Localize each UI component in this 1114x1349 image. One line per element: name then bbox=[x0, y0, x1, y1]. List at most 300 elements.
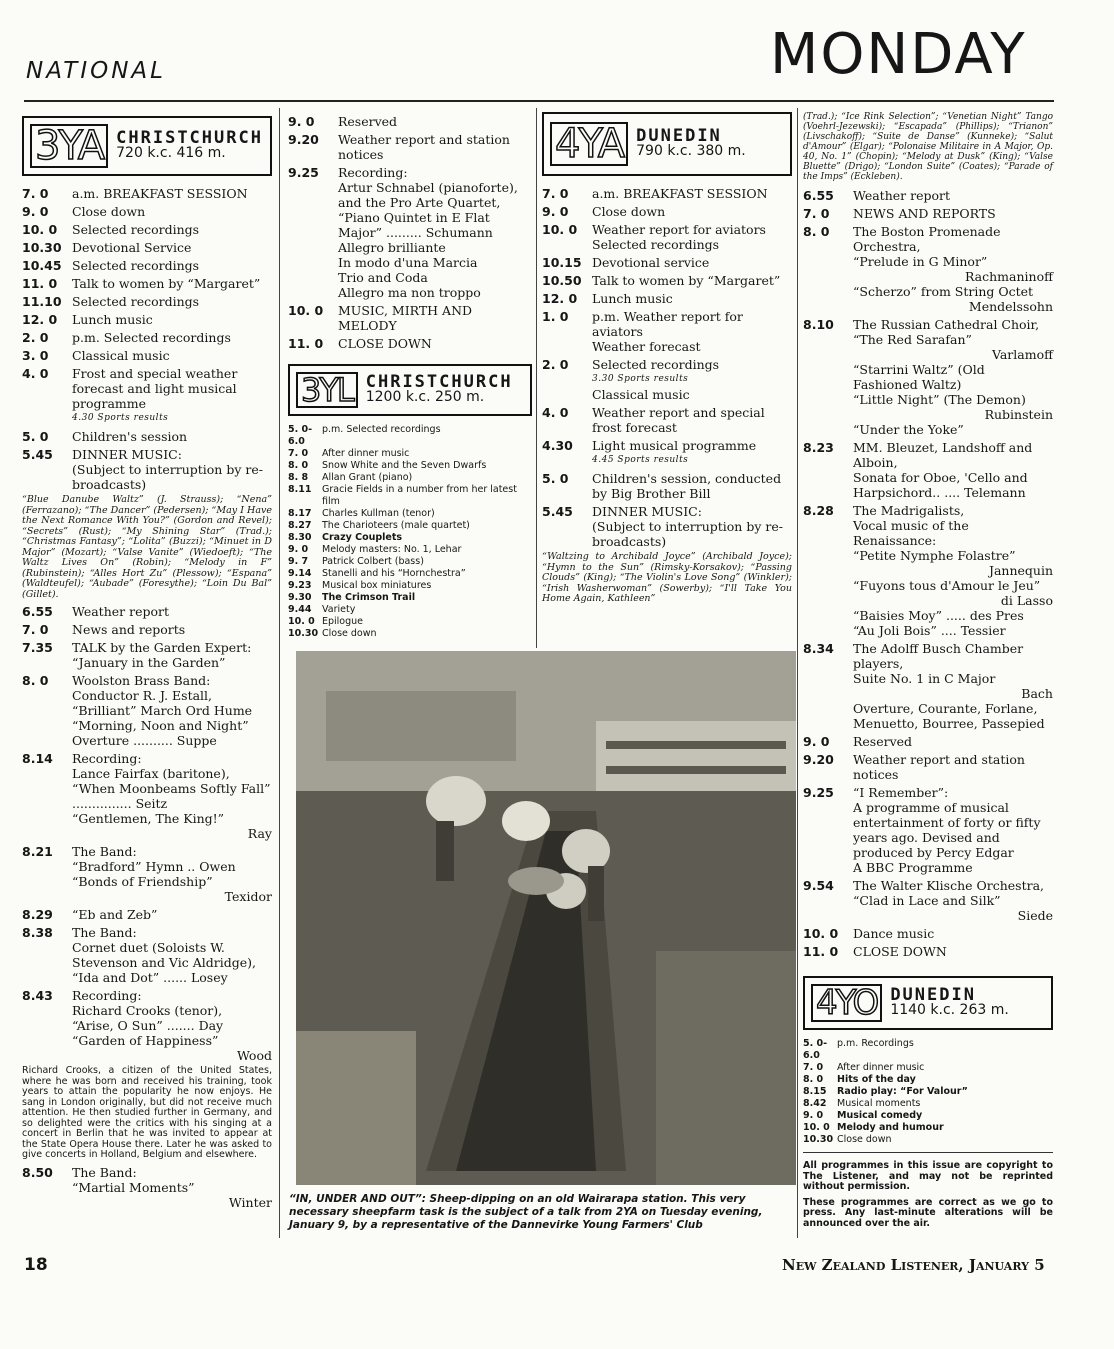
station-frequency: 1140 k.c. 263 m. bbox=[890, 1002, 1009, 1018]
programme-line: A programme of musical entertainment of forty or fifty years ago. Devised and produced by Percy Edgar bbox=[853, 800, 1041, 860]
programme-line: Devotional Service bbox=[72, 240, 192, 255]
programme-details bbox=[853, 878, 1053, 923]
programme-line: Patrick Colbert (bass) bbox=[322, 556, 424, 567]
programme-time: 1. 0 bbox=[542, 309, 569, 324]
programme-entry bbox=[288, 628, 532, 640]
programme-entry bbox=[22, 751, 272, 841]
programme-time: 9.54 bbox=[803, 878, 834, 893]
programme-time: 9.25 bbox=[288, 165, 319, 180]
programme-details bbox=[853, 785, 1053, 875]
programme-line: “Fuyons tous d'Amour le Jeu” bbox=[853, 578, 1041, 593]
programme-details bbox=[72, 222, 272, 237]
programme-line: “Gentlemen, The King!” bbox=[72, 811, 225, 826]
programme-line: MM. Bleuzet, Landshoff and Alboin, bbox=[853, 440, 1033, 470]
programme-list bbox=[288, 114, 532, 351]
programme-details bbox=[72, 240, 272, 255]
programme-line: “Garden of Happiness” bbox=[72, 1033, 219, 1048]
programme-line: Musical comedy bbox=[837, 1110, 923, 1121]
programme-time: 8.15 bbox=[803, 1086, 827, 1097]
programme-line: “Bonds of Friendship” bbox=[72, 874, 213, 889]
programme-time: 10.30 bbox=[803, 1134, 834, 1145]
programme-details bbox=[322, 508, 532, 520]
programme-details bbox=[853, 752, 1053, 782]
programme-time: 8.38 bbox=[22, 925, 53, 940]
programme-time: 9.20 bbox=[803, 752, 834, 767]
programme-details bbox=[322, 592, 532, 604]
programme-entry bbox=[22, 294, 272, 309]
programme-details bbox=[853, 641, 1053, 731]
programme-line: Reserved bbox=[853, 734, 913, 749]
programme-details bbox=[837, 1062, 1053, 1074]
programme-line: Weather report bbox=[72, 604, 169, 619]
programme-line: Allegro brilliante bbox=[338, 240, 446, 255]
programme-time: 5. 0-6.0 bbox=[803, 1038, 828, 1061]
programme-details bbox=[853, 224, 1053, 314]
programme-time: 11.10 bbox=[22, 294, 62, 309]
programme-entry bbox=[288, 580, 532, 592]
programme-line: “Martial Moments” bbox=[72, 1179, 195, 1195]
programme-details bbox=[837, 1110, 1053, 1122]
programme-entry bbox=[542, 405, 792, 435]
programme-time: 9. 0 bbox=[542, 204, 569, 219]
programme-time: 2. 0 bbox=[542, 357, 569, 372]
programme-line: After dinner music bbox=[322, 448, 410, 459]
programme-line: Snow White and the Seven Dwarfs bbox=[322, 460, 487, 471]
programme-line: a.m. BREAKFAST SESSION bbox=[72, 186, 248, 201]
programme-line: Close down bbox=[592, 204, 666, 219]
programme-entry bbox=[803, 440, 1053, 500]
programme-entry bbox=[288, 132, 532, 162]
programme-entry bbox=[22, 429, 272, 444]
programme-line: “Petite Nymphe Folastre” bbox=[853, 548, 1016, 563]
station-callsign: 3YA bbox=[30, 124, 108, 168]
programme-entry bbox=[803, 734, 1053, 749]
programme-time: 7.35 bbox=[22, 640, 53, 655]
programme-entry bbox=[22, 844, 272, 904]
programme-line: “Brilliant” March Ord Hume bbox=[72, 703, 253, 718]
column-4ya-continued bbox=[803, 112, 1053, 1229]
programme-entry bbox=[803, 1098, 1053, 1110]
programme-details bbox=[322, 520, 532, 532]
programme-time: 10.30 bbox=[288, 628, 319, 639]
programme-entry bbox=[288, 568, 532, 580]
programme-time: 7. 0 bbox=[22, 186, 49, 201]
alterations-notice: These programmes are correct as we go to press. Any last-minute alterations will be announced over the air. bbox=[803, 1196, 1053, 1229]
programme-details bbox=[853, 206, 1053, 221]
programme-details bbox=[322, 544, 532, 556]
station-name: CHRISTCHURCH bbox=[365, 372, 513, 392]
programme-details bbox=[72, 294, 272, 309]
programme-entry bbox=[22, 622, 272, 637]
programme-entry bbox=[22, 240, 272, 255]
programme-details bbox=[322, 580, 532, 592]
programme-line: Frost and special weather forecast and light musical programme bbox=[72, 366, 238, 411]
composer: di Lasso bbox=[1000, 593, 1053, 608]
programme-line: Lance Fairfax (baritone), bbox=[72, 766, 230, 781]
programme-line: Charles Kullman (tenor) bbox=[322, 508, 435, 519]
programme-line: After dinner music bbox=[837, 1062, 925, 1073]
programme-line: Selected recordings bbox=[592, 357, 720, 372]
programme-time: 7. 0 bbox=[288, 448, 309, 459]
programme-time: 3. 0 bbox=[22, 348, 49, 363]
programme-entry bbox=[803, 1110, 1053, 1122]
programme-entry bbox=[22, 330, 272, 345]
programme-entry bbox=[22, 312, 272, 327]
programme-line: The Band: bbox=[72, 925, 137, 940]
programme-details bbox=[592, 222, 792, 252]
station-header-3yl bbox=[288, 364, 532, 416]
programme-entry bbox=[803, 188, 1053, 203]
programme-time: 4. 0 bbox=[542, 405, 569, 420]
programme-details bbox=[72, 204, 272, 219]
programme-line: Hits of the day bbox=[837, 1074, 916, 1085]
masthead: New Zealand Listener, January 5 bbox=[782, 1256, 1045, 1274]
programme-line: Children's session, conducted by Big Brother Bill bbox=[592, 471, 782, 501]
programme-list bbox=[803, 188, 1053, 959]
programme-line: Selected recordings bbox=[592, 237, 720, 252]
programme-entry bbox=[542, 357, 792, 402]
programme-line: “Morning, Noon and Night” Overture .......... Suppe bbox=[72, 718, 249, 748]
programme-line: Selected recordings bbox=[72, 258, 200, 273]
programme-entry bbox=[288, 616, 532, 628]
programme-line: DINNER MUSIC: bbox=[72, 447, 182, 462]
programme-time: 12. 0 bbox=[542, 291, 578, 306]
programme-time: 12. 0 bbox=[22, 312, 58, 327]
programme-details bbox=[322, 424, 532, 448]
composer: Texidor bbox=[224, 889, 272, 904]
programme-line: In modo d'una Marcia bbox=[338, 255, 478, 270]
sheep-dipping-photo bbox=[296, 651, 796, 1185]
programme-details bbox=[72, 276, 272, 291]
programme-time: 10.30 bbox=[22, 240, 62, 255]
programme-entry bbox=[803, 1134, 1053, 1146]
programme-details bbox=[338, 303, 532, 333]
programme-line: (Subject to interruption by re-broadcasts) bbox=[72, 462, 263, 492]
programme-line: Stanelli and his “Hornchestra” bbox=[322, 568, 466, 579]
programme-details bbox=[322, 448, 532, 460]
programme-time: 8. 0 bbox=[803, 1074, 824, 1085]
programme-entry bbox=[542, 222, 792, 252]
programme-details bbox=[592, 204, 792, 219]
programme-entry bbox=[803, 317, 1053, 437]
programme-line: “Piano Quintet in E Flat Major” ......... Schumann bbox=[338, 210, 493, 240]
programme-entry bbox=[803, 1122, 1053, 1134]
programme-time: 8.11 bbox=[288, 484, 312, 495]
photo-caption: “IN, UNDER AND OUT”: Sheep-dipping on an old Wairarapa station. This very necessary sheepfarm task is the subject of a talk from 2YA on Tuesday evening, January 9, by a representative of the Dannevirke Young Farmers' Club bbox=[289, 1193, 763, 1231]
programme-details bbox=[322, 628, 532, 640]
programme-line: Recording: bbox=[72, 751, 142, 766]
programme-entry bbox=[803, 1074, 1053, 1086]
programme-line: “Prelude in G Minor” bbox=[853, 254, 988, 269]
programme-line: Classical music bbox=[592, 387, 690, 402]
programme-list bbox=[22, 1165, 272, 1210]
programme-entry bbox=[803, 1086, 1053, 1098]
composer: Bach bbox=[1021, 686, 1053, 701]
programme-time: 9.25 bbox=[803, 785, 834, 800]
programme-time: 8. 0 bbox=[22, 673, 49, 688]
programme-line: Musical moments bbox=[837, 1098, 921, 1109]
programme-time: 8.21 bbox=[22, 844, 53, 859]
station-frequency: 1200 k.c. 250 m. bbox=[365, 389, 485, 405]
programme-time: 8.34 bbox=[803, 641, 834, 656]
programme-details bbox=[592, 471, 792, 501]
programme-entry bbox=[803, 878, 1053, 923]
programme-entry bbox=[288, 114, 532, 129]
programme-time: 8.29 bbox=[22, 907, 53, 922]
programme-line: Classical music bbox=[72, 348, 170, 363]
programme-line: “Starrini Waltz” (Old Fashioned Waltz) bbox=[853, 362, 985, 392]
programme-line: “I Remember”: bbox=[853, 785, 949, 800]
programme-entry bbox=[22, 204, 272, 219]
composer: Winter bbox=[228, 1194, 272, 1210]
programme-entry bbox=[542, 186, 792, 201]
programme-line: Cornet duet (Soloists W. Stevenson and Vic Aldridge), bbox=[72, 940, 256, 970]
programme-details bbox=[72, 330, 272, 345]
programme-entry bbox=[22, 640, 272, 670]
programme-line: Vocal music of the Renaissance: bbox=[853, 518, 969, 548]
programme-details bbox=[338, 336, 532, 351]
programme-time: 5. 0 bbox=[542, 471, 569, 486]
programme-line: Woolston Brass Band: Conductor R. J. Estall, bbox=[72, 673, 213, 703]
programme-list bbox=[22, 604, 272, 1063]
programme-entry bbox=[803, 224, 1053, 314]
programme-entry bbox=[22, 925, 272, 985]
programme-line: Close down bbox=[72, 204, 146, 219]
programme-time: 9. 0 bbox=[288, 544, 309, 555]
programme-line: DINNER MUSIC: bbox=[592, 504, 702, 519]
programme-details bbox=[322, 616, 532, 628]
programme-entry bbox=[803, 785, 1053, 875]
composer: Mendelssohn bbox=[968, 299, 1053, 314]
station-frequency: 790 k.c. 380 m. bbox=[636, 143, 746, 159]
programme-line: Variety bbox=[322, 604, 356, 615]
programme-line: Melody masters: No. 1, Lehar bbox=[322, 544, 462, 555]
programme-details bbox=[837, 1038, 1053, 1062]
programme-details bbox=[592, 357, 792, 402]
programme-line: “Under the Yoke” bbox=[853, 422, 964, 437]
programme-time: 8.50 bbox=[22, 1164, 53, 1180]
programme-line: The Charioteers (male quartet) bbox=[322, 520, 470, 531]
programme-line: Dance music bbox=[853, 926, 935, 941]
programme-time: 8. 0 bbox=[288, 460, 309, 471]
programme-details bbox=[322, 532, 532, 544]
programme-line: Musical box miniatures bbox=[322, 580, 432, 591]
programme-entry bbox=[803, 1062, 1053, 1074]
programme-line: MUSIC, MIRTH AND MELODY bbox=[338, 303, 473, 333]
programme-time: 10. 0 bbox=[803, 1122, 830, 1133]
artist-biography: Richard Crooks, a citizen of the United States, where he was born and received his training, took years to attain the popularity he now enjoys. He sang in London originally, but did not receive much attention. He then studied further in Germany, and so delighted were the critics with his singing at a concert in Berlin that he was invited to appear at the State Opera House there. Later he was asked to give concerts in Holland, Belgium and elsewhere. bbox=[22, 1065, 272, 1160]
programme-entry bbox=[803, 1038, 1053, 1062]
programme-entry bbox=[22, 988, 272, 1063]
programme-time: 7. 0 bbox=[803, 206, 830, 221]
programme-details bbox=[592, 273, 792, 288]
programme-line: “When Moonbeams Softly Fall” ............... Seitz bbox=[72, 781, 271, 811]
programme-line: The Madrigalists, bbox=[853, 503, 965, 518]
programme-line: “Little Night” (The Demon) bbox=[853, 392, 1026, 407]
programme-details bbox=[72, 622, 272, 637]
programme-details bbox=[72, 258, 272, 273]
programme-line: Gracie Fields in a number from her latest film bbox=[322, 484, 517, 507]
programme-time: 8.10 bbox=[803, 317, 834, 332]
programme-line: Allan Grant (piano) bbox=[322, 472, 413, 483]
composer: Varlamoff bbox=[991, 347, 1053, 362]
programme-time: 10. 0 bbox=[22, 222, 58, 237]
programme-line: p.m. Recordings bbox=[837, 1038, 914, 1049]
programme-line: Recording: bbox=[338, 165, 408, 180]
station-name: DUNEDIN bbox=[890, 985, 976, 1005]
programme-line: Light musical programme bbox=[592, 438, 757, 453]
programme-time: 2. 0 bbox=[22, 330, 49, 345]
programme-time: 10. 0 bbox=[542, 222, 578, 237]
programme-time: 10.50 bbox=[542, 273, 582, 288]
programme-entry bbox=[542, 504, 792, 549]
programme-line: Richard Crooks (tenor), bbox=[72, 1003, 223, 1018]
composer: Rachmaninoff bbox=[964, 269, 1053, 284]
station-name: DUNEDIN bbox=[636, 126, 722, 146]
programme-line: “Au Joli Bois” .... Tessier bbox=[853, 623, 1006, 638]
programme-details bbox=[72, 640, 272, 670]
programme-line: The Boston Promenade Orchestra, bbox=[853, 224, 1001, 254]
programme-time: 8.30 bbox=[288, 532, 312, 543]
programme-time: 10.45 bbox=[22, 258, 62, 273]
programme-time: 9.44 bbox=[288, 604, 312, 615]
programme-line: Radio play: “For Valour” bbox=[837, 1086, 968, 1097]
programme-line: Artur Schnabel (pianoforte), and the Pro Arte Quartet, bbox=[338, 180, 518, 210]
column-divider bbox=[797, 108, 798, 1238]
programme-line: p.m. Weather report for aviators bbox=[592, 309, 743, 339]
programme-time: 11. 0 bbox=[22, 276, 58, 291]
programme-details bbox=[72, 751, 272, 841]
programme-line: “Eb and Zeb” bbox=[72, 907, 158, 922]
programme-details bbox=[837, 1122, 1053, 1134]
programme-time: 9.23 bbox=[288, 580, 312, 591]
programme-details bbox=[853, 503, 1053, 638]
programme-line: Devotional service bbox=[592, 255, 710, 270]
programme-line: “Scherzo” from String Octet bbox=[853, 284, 1034, 299]
programme-details bbox=[837, 1098, 1053, 1110]
programme-details bbox=[592, 255, 792, 270]
programme-time: 8.27 bbox=[288, 520, 312, 531]
dinner-music-note: “Blue Danube Waltz” (J. Strauss); “Nena” (Ferrazano); “The Dancer” (Pedersen); “May I Have the Next Romance With You?” (Gordon and Revel); “Secrets” (Rust); “My Shining Star” (Trad.); “Christmas Fantasy”; “Lolita” (Buzzi); “Minuet in D Major” (Mozart); “Valse Vanite” (Wiedoeft); “The Waltz Lives On” (Robin); “Melody in F” (Rubinstein); “Alles Hort Zu” (Plessow); “Espana” (Waldteufel); “Aubade” (Foresythe); “Loin Du Bal” (Gillet). bbox=[22, 494, 272, 600]
programme-details bbox=[853, 317, 1053, 437]
programme-line: CLOSE DOWN bbox=[338, 336, 432, 351]
programme-entry bbox=[22, 222, 272, 237]
programme-time: 8.28 bbox=[803, 503, 834, 518]
column-3ya bbox=[22, 116, 272, 1213]
programme-time: 8.23 bbox=[803, 440, 834, 455]
programme-details bbox=[322, 472, 532, 484]
programme-time: 6.55 bbox=[803, 188, 834, 203]
programme-line: “Ida and Dot” ...... Losey bbox=[72, 970, 228, 985]
programme-line: Talk to women by “Margaret” bbox=[72, 276, 261, 291]
programme-details bbox=[72, 907, 272, 922]
programme-entry bbox=[288, 336, 532, 351]
programme-entry bbox=[288, 448, 532, 460]
programme-details bbox=[322, 484, 532, 508]
programme-details bbox=[72, 925, 272, 985]
programme-details bbox=[592, 309, 792, 354]
programme-details bbox=[592, 405, 792, 435]
programme-entry bbox=[542, 291, 792, 306]
programme-details bbox=[853, 188, 1053, 203]
programme-line: The Walter Klische Orchestra, bbox=[853, 878, 1045, 893]
programme-line: a.m. BREAKFAST SESSION bbox=[592, 186, 768, 201]
programme-details bbox=[338, 165, 532, 300]
programme-time: 8.43 bbox=[22, 988, 53, 1003]
programme-details bbox=[72, 348, 272, 363]
programme-list bbox=[22, 186, 272, 492]
programme-time: 5.45 bbox=[22, 447, 53, 462]
programme-details bbox=[837, 1086, 1053, 1098]
programme-entry bbox=[288, 484, 532, 508]
programme-line: Talk to women by “Margaret” bbox=[592, 273, 781, 288]
station-frequency: 720 k.c. 416 m. bbox=[116, 145, 226, 161]
programme-entry bbox=[288, 556, 532, 568]
sports-results: 3.30 Sports results bbox=[592, 374, 689, 384]
station-callsign: 4YO bbox=[811, 984, 882, 1022]
programme-entry bbox=[288, 544, 532, 556]
composer: Jannequin bbox=[988, 563, 1053, 578]
programme-entry bbox=[542, 255, 792, 270]
programme-details bbox=[72, 988, 272, 1063]
programme-details bbox=[592, 291, 792, 306]
programme-time: 8.17 bbox=[288, 508, 312, 519]
programme-line: The Band: bbox=[72, 844, 137, 859]
column-divider bbox=[536, 108, 537, 648]
programme-line: TALK by the Garden Expert: bbox=[72, 640, 252, 655]
programme-time: 10. 0 bbox=[288, 616, 315, 627]
programme-line: Weather report and station notices bbox=[338, 132, 510, 162]
programme-entry bbox=[288, 592, 532, 604]
programme-time: 10. 0 bbox=[288, 303, 324, 318]
programme-line: “January in the Garden” bbox=[72, 655, 226, 670]
station-header-4ya bbox=[542, 112, 792, 176]
copyright-notice: All programmes in this issue are copyright to The Listener, and may not be reprinted without permission. bbox=[803, 1160, 1053, 1192]
programme-line: The Band: bbox=[72, 1164, 137, 1180]
programme-entry bbox=[288, 532, 532, 544]
programme-line: “Baisies Moy” ..... des Pres bbox=[853, 608, 1024, 623]
programme-details bbox=[72, 844, 272, 904]
composer: Ray bbox=[247, 826, 272, 841]
programme-line: CLOSE DOWN bbox=[853, 944, 947, 959]
programme-details bbox=[72, 186, 272, 201]
programme-time: 8. 0 bbox=[803, 224, 830, 239]
programme-entry bbox=[288, 303, 532, 333]
programme-line: Overture, Courante, Forlane, Menuetto, Bourree, Passepied bbox=[853, 701, 1045, 731]
programme-details bbox=[853, 944, 1053, 959]
programme-entry bbox=[288, 604, 532, 616]
programme-details bbox=[338, 132, 532, 162]
programme-line: Recording: bbox=[72, 988, 142, 1003]
programme-details bbox=[853, 926, 1053, 941]
programme-time: 9. 0 bbox=[803, 1110, 824, 1121]
programme-details bbox=[853, 734, 1053, 749]
programme-line: Weather report for aviators bbox=[592, 222, 766, 237]
programme-line: Selected recordings bbox=[72, 222, 200, 237]
programme-line: Weather report and station notices bbox=[853, 752, 1025, 782]
programme-entry bbox=[22, 447, 272, 492]
station-header-3ya bbox=[22, 116, 272, 176]
programme-time: 11. 0 bbox=[803, 944, 839, 959]
programme-line: News and reports bbox=[72, 622, 186, 637]
header-rule bbox=[24, 100, 1054, 102]
programme-line: Reserved bbox=[338, 114, 398, 129]
programme-line: Weather report and special frost forecast bbox=[592, 405, 765, 435]
station-name: CHRISTCHURCH bbox=[116, 128, 263, 148]
programme-entry bbox=[803, 926, 1053, 941]
programme-line: The Russian Cathedral Choir, bbox=[853, 317, 1040, 332]
dinner-music-note: (Trad.); “Ice Rink Selection”; “Venetian Night” Tango (Voehrl-Jezewski); “Escapada” (Phillips); “Trianon” (Livschakoff); “Suite de Danse” (Kunneke); “Salut d'Amour” (Elgar); “Polonaise Militaire in A Major, Op. 40, No. 1” (Chopin); “Melody at Dusk” (King); “Valse Bluette” (Drigo); “London Suite” (Coates); “Parade of the Imps” (Eckleben). bbox=[803, 112, 1053, 182]
